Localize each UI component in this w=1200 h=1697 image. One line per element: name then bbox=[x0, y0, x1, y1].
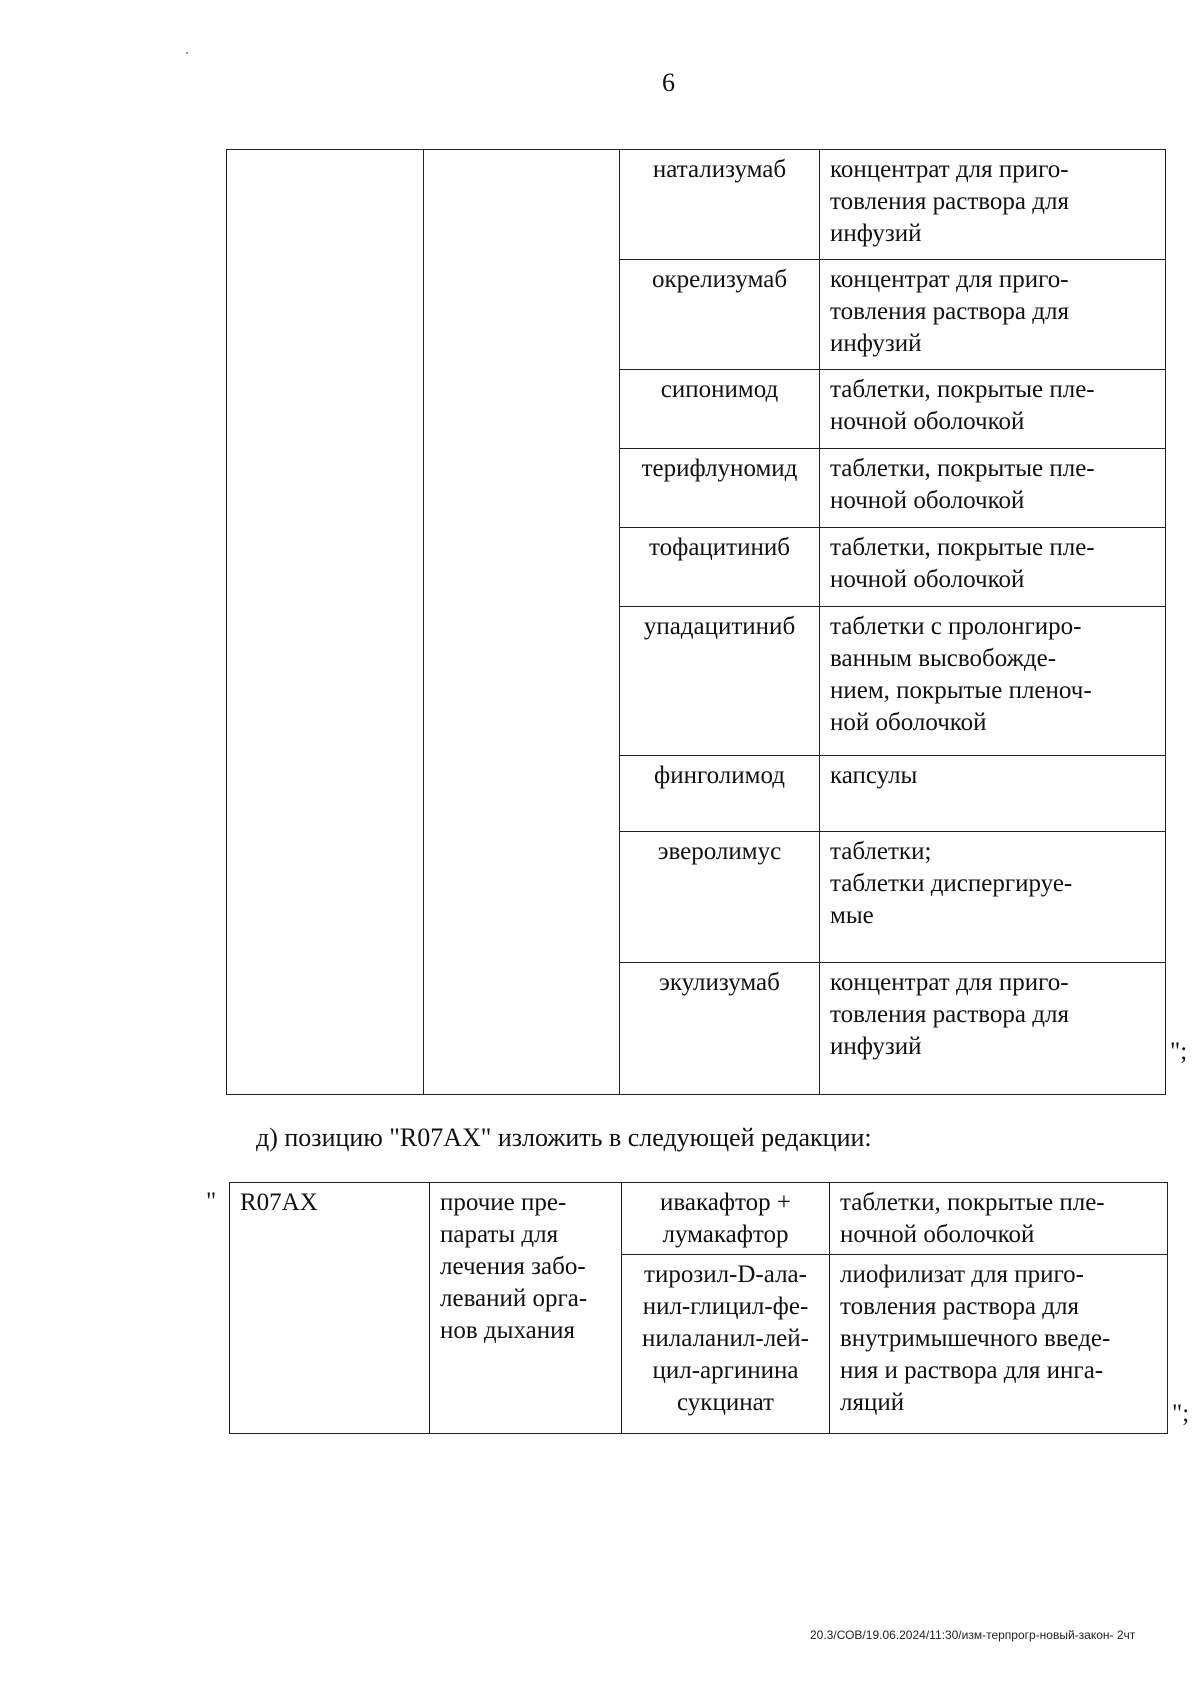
dosage-form-line: ночной оболочкой bbox=[830, 566, 1025, 593]
table2-body bbox=[230, 1183, 1168, 1434]
atc-group-line: лечения забо- bbox=[440, 1253, 586, 1280]
drug-table-r07ax bbox=[229, 1182, 1168, 1434]
dosage-form-line: таблетки с пролонгиро- bbox=[830, 613, 1082, 640]
atc-code: R07AX bbox=[240, 1189, 318, 1216]
dosage-form-line: ванным высвобожде- bbox=[830, 645, 1057, 672]
dosage-form-cell bbox=[820, 528, 1166, 607]
dosage-form-line: ночной оболочкой bbox=[840, 1221, 1035, 1248]
dosage-form-cell bbox=[820, 260, 1166, 370]
dosage-form-line: товления раствора для bbox=[830, 188, 1069, 215]
drug-name-cell bbox=[620, 756, 820, 832]
drug-name-line: ивакафтор + bbox=[660, 1189, 791, 1216]
dosage-form-line: ния и раствора для инга- bbox=[840, 1357, 1104, 1384]
dosage-form-line: таблетки, покрытые пле- bbox=[840, 1189, 1105, 1216]
drug-name-cell bbox=[620, 370, 820, 449]
group-cell bbox=[424, 150, 620, 1095]
drug-name: тофацитиниб bbox=[649, 534, 790, 561]
drug-name: терифлуномид bbox=[641, 455, 798, 482]
dosage-form-cell bbox=[820, 832, 1166, 963]
drug-name-cell bbox=[620, 260, 820, 370]
atc-group-line: параты для bbox=[440, 1221, 559, 1248]
drug-name-line: лумакафтор bbox=[662, 1221, 789, 1248]
table2-opening-quote: " bbox=[206, 1188, 217, 1215]
drug-name-cell bbox=[620, 449, 820, 528]
atc-group-line: нов дыхания bbox=[440, 1317, 575, 1344]
dosage-form-cell bbox=[820, 607, 1166, 756]
drug-name: экулизумаб bbox=[659, 969, 780, 996]
atc-group-cell bbox=[430, 1183, 622, 1434]
drug-name: эверолимус bbox=[657, 838, 782, 865]
drug-name-line: тирозил-D-ала- bbox=[644, 1261, 807, 1288]
instruction-text: д) позицию "R07AX" изложить в следующей редакции: bbox=[256, 1123, 872, 1152]
drug-name: натализумаб bbox=[652, 156, 787, 183]
dosage-form-line: лиофилизат для приго- bbox=[840, 1261, 1084, 1288]
dosage-form-cell bbox=[820, 449, 1166, 528]
scan-mark bbox=[186, 52, 188, 54]
dosage-form-line: ночной оболочкой bbox=[830, 487, 1025, 514]
drug-name: окрелизумаб bbox=[651, 266, 788, 293]
drug-name: сипонимод bbox=[660, 376, 779, 403]
dosage-form-line: таблетки диспергируе- bbox=[830, 870, 1073, 897]
dosage-form-line: внутримышечного введе- bbox=[840, 1325, 1111, 1352]
drug-name-cell bbox=[620, 963, 820, 1095]
dosage-form-line: инфузий bbox=[830, 220, 922, 247]
drug-name: финголимод bbox=[654, 762, 785, 789]
dosage-form-line: капсулы bbox=[830, 762, 918, 789]
table-row bbox=[230, 1183, 1168, 1255]
dosage-form-line: нием, покрытые пленоч- bbox=[830, 677, 1092, 704]
dosage-form-cell bbox=[820, 150, 1166, 260]
dosage-form-line: товления раствора для bbox=[840, 1293, 1079, 1320]
dosage-form-line: мые bbox=[830, 902, 874, 929]
dosage-form-line: таблетки, покрытые пле- bbox=[830, 534, 1095, 561]
dosage-form-line: ляций bbox=[840, 1389, 905, 1416]
dosage-form-line: инфузий bbox=[830, 330, 922, 357]
dosage-form-line: концентрат для приго- bbox=[830, 156, 1069, 183]
page-number: 6 bbox=[662, 68, 675, 97]
table2-closing-quote: "; bbox=[1172, 1400, 1190, 1427]
atc-group-line: леваний орга- bbox=[440, 1285, 588, 1312]
dosage-form-line: ной оболочкой bbox=[830, 709, 987, 736]
footer-stamp: 20.3/СОВ/19.06.2024/11:30/изм-терпрогр-новый-закон- 2чт bbox=[810, 1628, 1136, 1642]
dosage-form-cell bbox=[830, 1183, 1168, 1255]
drug-name-line: цил-аргинина bbox=[652, 1357, 799, 1384]
atc-group-line: прочие пре- bbox=[440, 1189, 567, 1216]
drug-name-line: нилаланил-лей- bbox=[642, 1325, 809, 1352]
dosage-form-line: таблетки, покрытые пле- bbox=[830, 455, 1095, 482]
dosage-form-line: ночной оболочкой bbox=[830, 408, 1025, 435]
table1-body bbox=[227, 150, 1166, 1095]
dosage-form-line: таблетки, покрытые пле- bbox=[830, 376, 1095, 403]
table-row bbox=[227, 150, 1166, 260]
dosage-form-cell bbox=[820, 370, 1166, 449]
drug-name-line: нил-глицил-фе- bbox=[642, 1293, 809, 1320]
drug-name: упадацитиниб bbox=[643, 613, 796, 640]
dosage-form-line: концентрат для приго- bbox=[830, 969, 1069, 996]
drug-name-cell bbox=[620, 832, 820, 963]
drug-name-cell bbox=[620, 528, 820, 607]
dosage-form-cell bbox=[830, 1255, 1168, 1434]
drug-name-cell bbox=[622, 1183, 830, 1255]
dosage-form-cell bbox=[820, 756, 1166, 832]
drug-name-cell bbox=[620, 607, 820, 756]
drug-table-continuation bbox=[226, 149, 1166, 1095]
atc-code-cell bbox=[230, 1183, 430, 1434]
dosage-form-line: инфузий bbox=[830, 1033, 922, 1060]
drug-name-line: сукцинат bbox=[677, 1389, 774, 1416]
dosage-form-line: концентрат для приго- bbox=[830, 266, 1069, 293]
drug-name-cell bbox=[620, 150, 820, 260]
dosage-form-line: таблетки; bbox=[830, 838, 932, 865]
code-cell bbox=[227, 150, 424, 1095]
drug-name-cell bbox=[622, 1255, 830, 1434]
dosage-form-cell bbox=[820, 963, 1166, 1095]
dosage-form-line: товления раствора для bbox=[830, 298, 1069, 325]
dosage-form-line: товления раствора для bbox=[830, 1001, 1069, 1028]
table1-closing-quote: "; bbox=[1170, 1038, 1188, 1065]
